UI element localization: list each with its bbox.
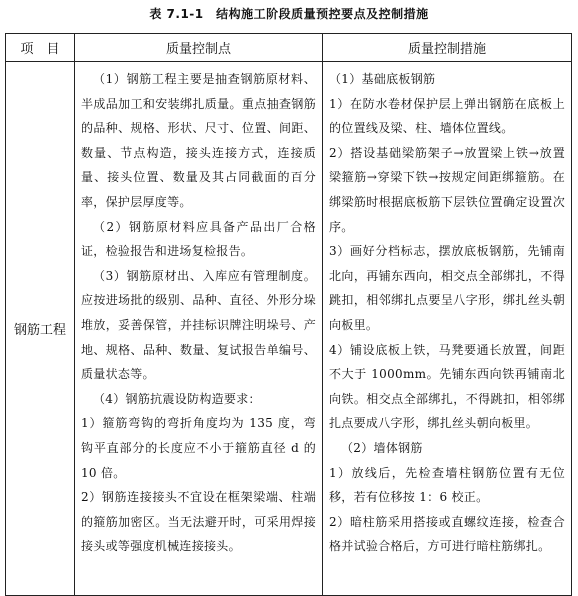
control-measure-paragraph: 1）在防水卷材保护层上弹出钢筋在底板上的位置线及梁、柱、墙体位置线。	[329, 96, 565, 136]
control-measure-paragraph: 1）放线后，先检查墙柱钢筋位置有无位移，若有位移按 1：6 校正。	[329, 465, 565, 505]
control-point-paragraph: 2）钢筋连接接头不宜设在框架梁端、柱端的箍筋加密区。当无法避开时，可采用焊接接头或等强度机械连接接头。	[81, 490, 316, 554]
control-measure-paragraph: （2）墙体钢筋	[341, 440, 423, 455]
control-measure-paragraph: 4）铺设底板上铁，马凳要通长放置，间距不大于 1000mm。先铺东西向铁再铺南北向铁。相交点全部绑扎，不得跳扣，相邻绑扎点要成八字形，绑扎丝头朝向板里。	[329, 342, 565, 431]
table-title: 表 7.1-1 结构施工阶段质量预控要点及控制措施	[149, 7, 429, 21]
control-measure-paragraph: 2）搭设基础梁筋架子→放置梁上铁→放置梁箍筋→穿梁下铁→按规定间距绑箍筋。在绑梁筋时根据底板筋下层铁位置确定设置次序。	[329, 145, 565, 234]
header-control-measures: 质量控制措施	[323, 34, 572, 62]
control-point-paragraph: （1）钢筋工程主要是抽查钢筋原材料、半成品加工和安装绑扎质量。重点抽查钢筋的品种、规格、形状、尺寸、位置、间距、数量、节点构造，接头连接方式，连接质量、接头位置、数量及其占同截面的百分率，保护层厚度等。	[81, 72, 316, 209]
control-measures-cell	[323, 62, 572, 596]
control-point-paragraph: （2）钢筋原材料应具备产品出厂合格证，检验报告和进场复检报告。	[81, 219, 316, 259]
quality-control-table	[5, 33, 572, 596]
header-row	[6, 34, 572, 62]
control-point-paragraph: （3）钢筋原材出、入库应有管理制度。应按进场批的级别、品种、直径、外形分垛堆放，妥善保管，并挂标识牌注明垛号、产地、规格、品种、数量、复试报告单编号、质量状态等。	[81, 268, 316, 382]
table-row	[6, 62, 572, 596]
control-measure-paragraph: 3）画好分档标志，摆放底板钢筋，先铺南北向，再铺东西向，相交点全部绑扎，不得跳扣，相邻绑扎点要呈八字形，绑扎丝头朝向板里。	[329, 244, 565, 332]
control-measure-paragraph: （1）基础底板钢筋	[329, 72, 436, 86]
header-item: 项 目	[6, 34, 75, 62]
control-points-cell	[75, 62, 323, 596]
header-control-points: 质量控制点	[75, 34, 323, 62]
item-cell: 钢筋工程	[6, 62, 75, 596]
control-point-paragraph: （4）钢筋抗震设防构造要求：	[93, 391, 261, 406]
control-measure-paragraph: 2）暗柱筋采用搭接或直螺纹连接，检查合格并试验合格后，方可进行暗柱筋绑扎。	[329, 514, 565, 554]
control-point-paragraph: 1）箍筋弯钩的弯折角度均为 135 度，弯钩平直部分的长度应不小于箍筋直径 d 的 10 倍。	[81, 416, 316, 480]
